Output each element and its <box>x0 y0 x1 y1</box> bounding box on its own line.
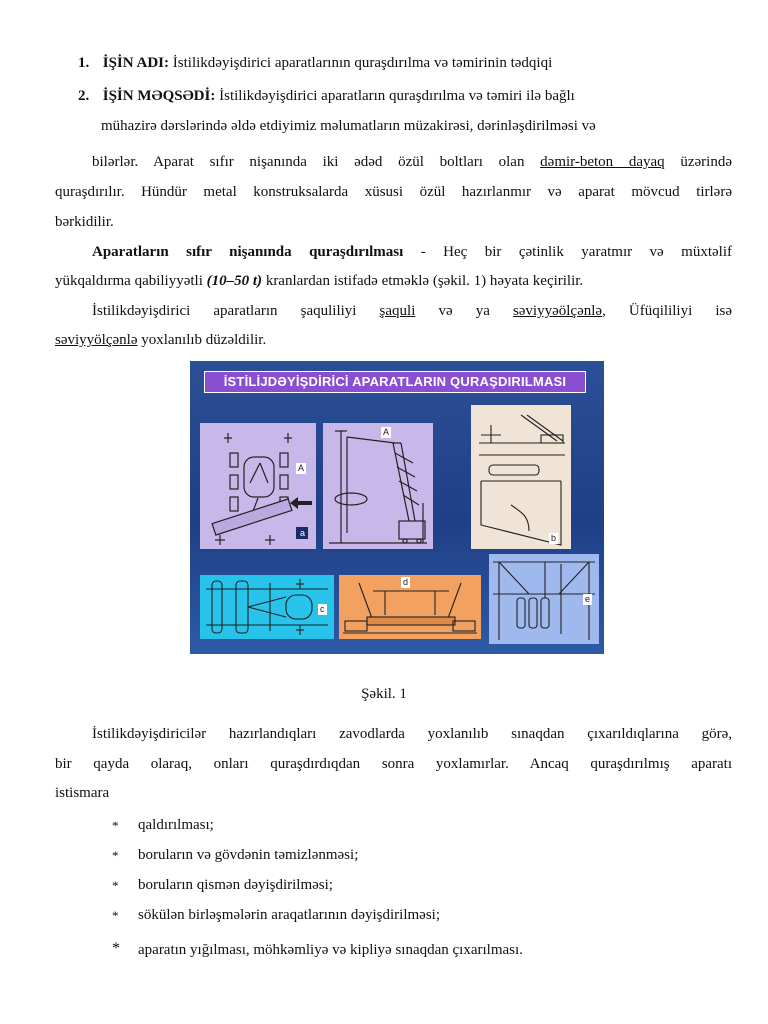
figure-panel-structure <box>471 405 571 549</box>
para2-line1 <box>92 242 732 262</box>
para1-line1 <box>92 152 732 172</box>
heading1-label: İŞİN ADI: <box>102 55 170 71</box>
para1-text-a: bilərlər. Aparat sıfır nişanında iki ədəd özül boltları olan <box>92 154 541 170</box>
para2-line2 <box>55 271 583 291</box>
panel3-label-b: b <box>551 533 557 543</box>
heading1-text: İstilikdəyişdirici aparatlarının quraşdırılma və təmirinin tədqiqi <box>172 55 553 71</box>
para1-line3: bərkidilir. <box>55 214 114 230</box>
list-item: qaldırılması; <box>138 817 214 833</box>
panel1-label-a: A <box>298 463 305 473</box>
para3-text-c: , Üfüqililiyi isə <box>602 303 732 319</box>
para2-text-a: yükqaldırma qabiliyyətli <box>55 273 207 289</box>
para3-line1 <box>92 301 732 321</box>
para2-text: - Heç bir çətinlik yaratmır və müxtəlif <box>403 244 732 260</box>
cyan-plan-drawing <box>200 575 334 639</box>
panel2-label-a: A <box>383 427 390 437</box>
para3-underlined-1: şaquli <box>379 303 416 319</box>
list-item: aparatın yığılması, möhkəmliyə və kipliyə sınaqdan çıxarılması. <box>138 942 523 958</box>
para3-underlined-3: səviyyölçənlə <box>55 332 138 348</box>
para1-underlined-term: dəmir-beton dayaq <box>540 154 665 170</box>
list-item: sökülən birləşmələrin araqatlarının dəyişdirilməsi; <box>138 907 440 923</box>
para4-line2: bir qayda olaraq, onları quraşdırdıqdan sonra yoxlamırlar. Ancaq quraşdırılmış aparatı <box>55 756 732 772</box>
heading1-number: 1. <box>78 55 90 71</box>
para3-text-a: İstilikdəyişdirici aparatların şaquliliyi <box>92 303 380 319</box>
heading2-text-line2: mühazirə dərslərində əldə etdiyimiz məlumatların müzakirəsi, dərinləşdirilməsi və <box>101 118 596 134</box>
panel6-label-e: e <box>585 594 591 604</box>
crane-drawing <box>323 423 433 549</box>
figure-panel-plan-a <box>200 423 316 549</box>
para3-underlined-2: səviyyəölçənlə <box>512 303 603 319</box>
bullet-marker: * <box>112 818 119 833</box>
para2-bold-heading: Aparatların sıfır nişanında quraşdırılması <box>92 244 404 260</box>
panel1-label-small: a <box>300 528 306 538</box>
para2-capacity: (10–50 t) <box>206 273 263 289</box>
para1-text-b: üzərində <box>664 154 732 170</box>
figure-panel-orange-lift <box>339 575 481 639</box>
bullet-marker: * <box>112 908 119 923</box>
bullet-marker: * <box>112 848 119 863</box>
structure-drawing <box>471 405 571 549</box>
para3-text-d: yoxlanılıb düzəldilir. <box>137 332 267 348</box>
para4-line1: İstilikdəyişdiricilər hazırlandıqları zavodlarda yoxlanılıb sınaqdan çıxarıldıqlarına görə, <box>92 726 732 742</box>
panel4-label-c: c <box>320 604 325 614</box>
heading-work-purpose <box>78 86 575 106</box>
heading2-text-line1: İstilikdəyişdirici aparatların quraşdırılma və təmiri ilə bağlı <box>219 88 575 104</box>
figure-panel-crane <box>323 423 433 549</box>
para2-text-b: kranlardan istifadə etməklə (şəkil. 1) həyata keçirilir. <box>262 273 584 289</box>
heading2-number: 2. <box>78 88 90 104</box>
figure-panel-cyan-plan <box>200 575 334 639</box>
list-item: boruların qismən dəyişdirilməsi; <box>138 877 333 893</box>
bullet-marker: * <box>112 940 120 957</box>
para3-line2 <box>55 330 266 350</box>
heading2-label: İŞİN MƏQSƏDİ: <box>102 88 216 104</box>
bullet-marker: * <box>112 878 119 893</box>
figure-installation-diagram <box>190 361 604 654</box>
figure-title: İSTİLİJDƏYİŞDİRİCİ APARATLARIN QURAŞDIRILMASI <box>223 374 567 389</box>
panel5-label-d: d <box>403 577 409 587</box>
para3-text-b: və ya <box>415 303 513 319</box>
list-item: boruların və gövdənin təmizlənməsi; <box>138 847 359 863</box>
figure-caption: Şəkil. 1 <box>361 686 407 702</box>
figure-title-bar <box>204 371 586 393</box>
para1-line2: quraşdırılır. Hündür metal konstruksalarda xüsusi özül hazırlanmır və aparat mövcud tirlərə <box>55 184 732 200</box>
heading-work-title <box>78 53 552 73</box>
figure-panel-blue-frame <box>489 554 599 644</box>
para4-line3: istismara <box>55 785 110 801</box>
